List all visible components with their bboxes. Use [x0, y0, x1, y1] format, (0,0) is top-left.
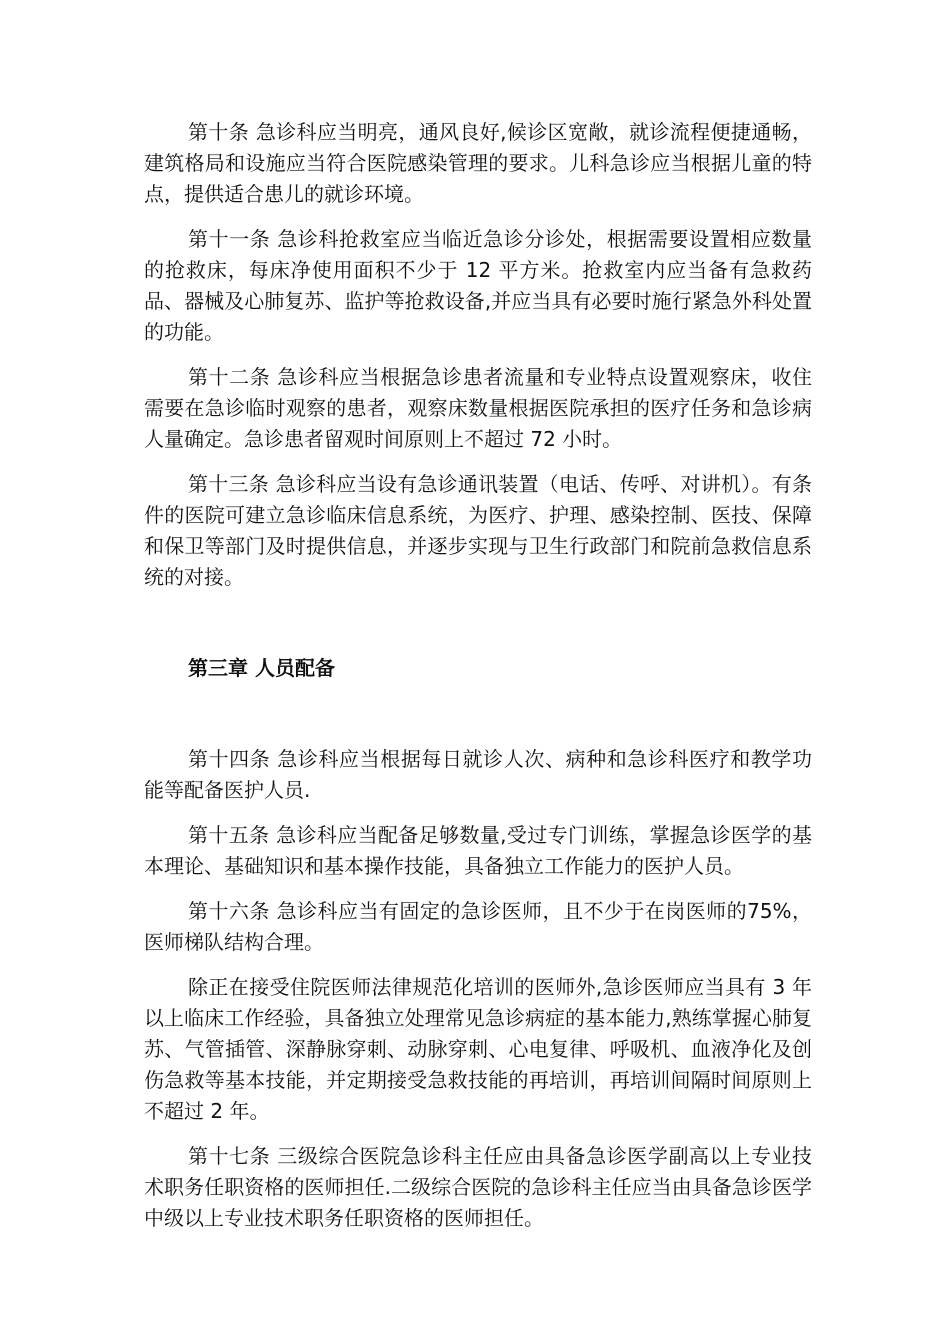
article-14-paragraph: 第十四条 急诊科应当根据每日就诊人次、病种和急诊科医疗和教学功能等配备医护人员.: [144, 747, 812, 802]
article-11-paragraph: 第十一条 急诊科抢救室应当临近急诊分诊处，根据需要设置相应数量的抢救床，每床净使用面积不少于 12 平方米。抢救室内应当备有急救药品、器械及心肺复苏、监护等抢救设备,并应当具有必要时施行紧急外科处置的功能。: [144, 227, 812, 344]
article-15-paragraph: 第十五条 急诊科应当配备足够数量,受过专门训练，掌握急诊医学的基本理论、基础知识和基本操作技能，具备独立工作能力的医护人员。: [144, 823, 812, 878]
article-13-paragraph: 第十三条 急诊科应当设有急诊通讯装置（电话、传呼、对讲机）。有条件的医院可建立急诊临床信息系统，为医疗、护理、感染控制、医技、保障和保卫等部门及时提供信息，并逐步实现与卫生行政部门和院前急救信息系统的对接。: [144, 472, 812, 589]
article-10-paragraph: 第十条 急诊科应当明亮，通风良好,候诊区宽敞，就诊流程便捷通畅，建筑格局和设施应当符合医院感染管理的要求。儿科急诊应当根据儿童的特点，提供适合患儿的就诊环境。: [144, 120, 812, 206]
article-16-supplement-paragraph: 除正在接受住院医师法律规范化培训的医师外,急诊医师应当具有 3 年以上临床工作经验，具备独立处理常见急诊病症的基本能力,熟练掌握心肺复苏、气管插管、深静脉穿刺、动脉穿刺、心电复律、呼吸机、血液净化及创伤急救等基本技能，并定期接受急救技能的再培训，再培训间隔时间原则上不超过 2 年。: [144, 975, 812, 1123]
article-12-paragraph: 第十二条 急诊科应当根据急诊患者流量和专业特点设置观察床，收住需要在急诊临时观察的患者，观察床数量根据医院承担的医疗任务和急诊病人量确定。急诊患者留观时间原则上不超过 72 小时。: [144, 365, 812, 451]
article-16-paragraph: 第十六条 急诊科应当有固定的急诊医师，且不少于在岗医师的75%，医师梯队结构合理。: [144, 899, 812, 954]
document-body: [144, 117, 812, 1248]
chapter-heading: 第三章 人员配备: [188, 656, 335, 680]
article-17-paragraph: 第十七条 三级综合医院急诊科主任应由具备急诊医学副高以上专业技术职务任职资格的医师担任.二级综合医院的急诊科主任应当由具备急诊医学中级以上专业技术职务任职资格的医师担任。: [144, 1144, 812, 1230]
